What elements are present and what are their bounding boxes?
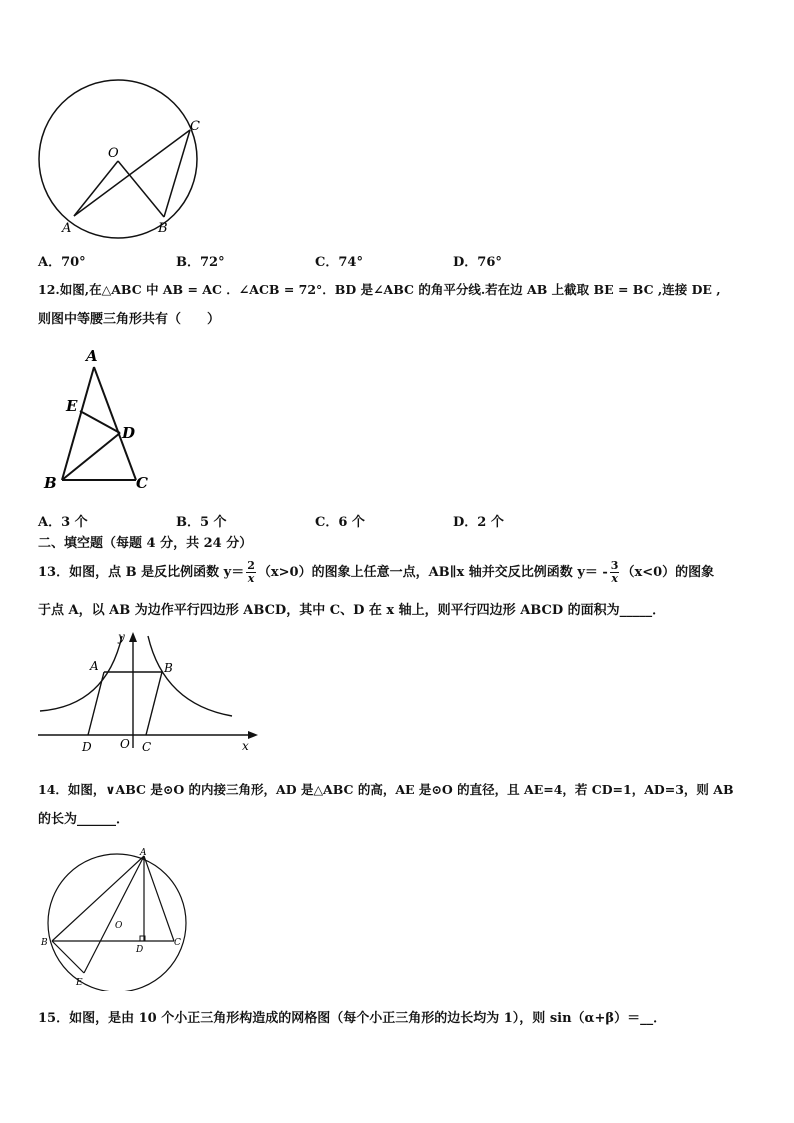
label-C: C — [190, 119, 200, 134]
label-B: B — [41, 938, 48, 948]
segment-AB — [52, 856, 144, 941]
segment-AD — [88, 672, 104, 735]
label-C: C — [174, 938, 181, 948]
q13-line1 — [38, 560, 714, 585]
frac2-denominator: x — [611, 572, 618, 585]
label-E: E — [76, 978, 83, 988]
label-D: D — [82, 740, 92, 754]
q14-line2: 的长为______． — [38, 812, 130, 827]
label-E: E — [66, 397, 78, 415]
figure-q14-circle — [38, 846, 198, 991]
label-D: D — [136, 945, 144, 955]
label-C: C — [136, 474, 148, 492]
fraction-2-over-x — [246, 560, 256, 585]
fraction-3-over-x — [610, 560, 620, 585]
label-A: A — [62, 221, 72, 236]
figure-q12-triangle — [40, 345, 160, 500]
left-hyperbola-branch — [40, 636, 122, 711]
q12-option-c: C．6 个 — [315, 515, 365, 530]
label-C: C — [142, 740, 152, 754]
q12-option-a: A．3 个 — [38, 515, 88, 530]
diameter-AE — [84, 856, 144, 973]
label-B: B — [44, 474, 57, 492]
frac1-denominator: x — [247, 572, 255, 585]
q11-option-d: D．76° — [453, 255, 502, 270]
q15-line1: 15．如图，是由 10 个小正三角形构造成的网格图（每个小正三角形的边长均为 1），则 sin（α+β）＝__． — [38, 1011, 667, 1026]
label-D: D — [122, 424, 136, 442]
label-y: y — [118, 630, 125, 644]
q13-text-b: （x>0）的图象上任意一点，AB∥x 轴并交反比例函数 y＝ - — [257, 565, 608, 580]
label-O: O — [108, 146, 119, 161]
q12-line2: 则图中等腰三角形共有（ ） — [38, 312, 221, 327]
segment-BC — [164, 130, 190, 217]
q14-line1: 14．如图，∨ABC 是⊙O 的内接三角形，AD 是△ABC 的高，AE 是⊙O 的直径，且 AE=4，若 CD=1，AD=3，则 AB — [38, 782, 734, 797]
q11-option-c: C．74° — [315, 255, 363, 270]
q12-option-b: B．5 个 — [176, 515, 227, 530]
label-A: A — [140, 848, 147, 858]
q11-option-a: A．70° — [38, 255, 86, 270]
q13-line2: 于点 A，以 AB 为边作平行四边形 ABCD，其中 C、D 在 x 轴上，则平行四边形 ABCD 的面积为_____． — [38, 603, 666, 618]
label-B: B — [158, 221, 168, 236]
q13-text-c: （x<0）的图象 — [621, 565, 715, 580]
x-axis-arrow — [248, 731, 258, 739]
frac1-numerator: 2 — [247, 559, 255, 572]
segment-OB — [118, 161, 164, 217]
y-axis-arrow — [129, 632, 137, 642]
label-A: A — [90, 659, 99, 673]
label-O: O — [120, 737, 130, 751]
q11-option-b: B．72° — [176, 255, 225, 270]
segment-BC — [146, 672, 162, 735]
label-B: B — [164, 661, 173, 675]
q13-text-a: 13．如图，点 B 是反比例函数 y＝ — [38, 565, 245, 580]
figure-q13-graph — [36, 628, 264, 756]
label-x: x — [242, 739, 249, 753]
label-A: A — [86, 347, 98, 365]
segment-AC — [74, 130, 190, 216]
label-O: O — [115, 921, 123, 931]
section-heading: 二、填空题（每题 4 分，共 24 分） — [38, 536, 253, 551]
q12-line1: 12.如图,在△ABC 中 AB = AC ．∠ACB = 72°．BD 是∠ABC 的角平分线.若在边 AB 上截取 BE = BC ,连接 DE , — [38, 282, 721, 297]
figure-q11-circle — [30, 72, 210, 242]
side-AB — [62, 367, 94, 480]
segment-BD — [62, 433, 120, 480]
q12-option-d: D．2 个 — [453, 515, 504, 530]
frac2-numerator: 3 — [610, 559, 619, 572]
